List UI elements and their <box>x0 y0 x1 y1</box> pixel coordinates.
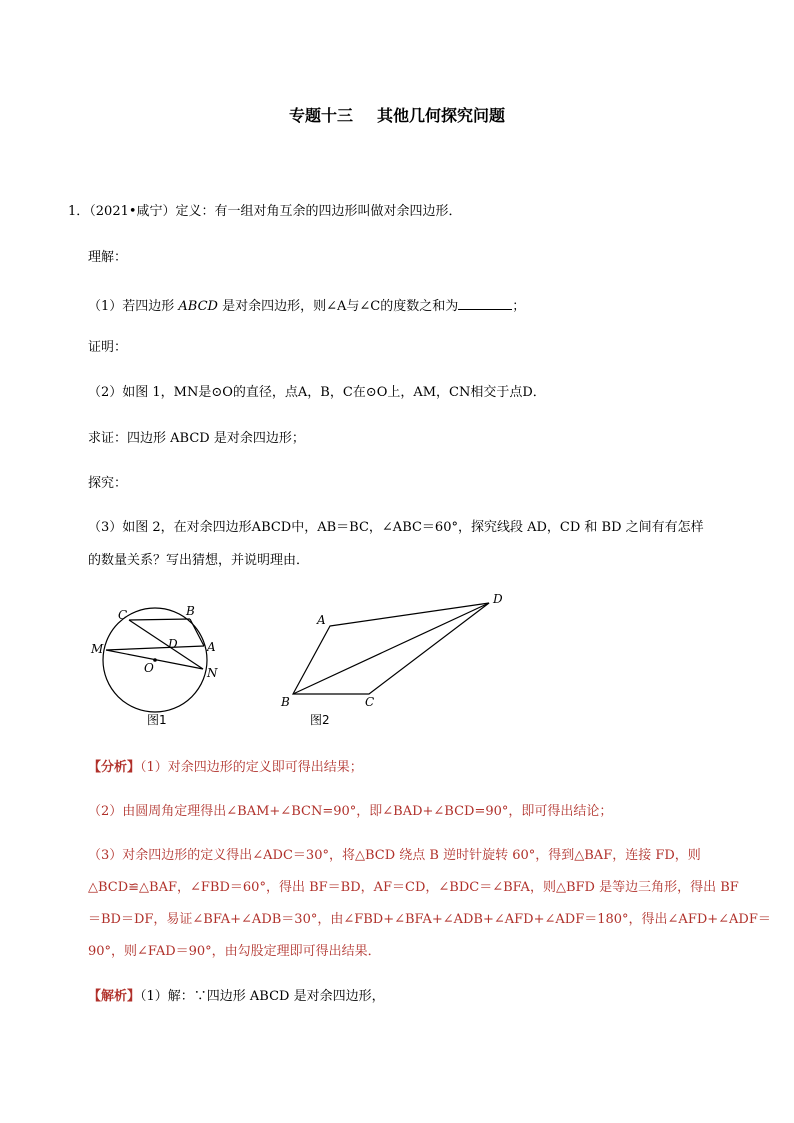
problem-intro: 1．（2021•咸宁）定义：有一组对角互余的四边形叫做对余四边形． <box>68 204 462 219</box>
explore-label: 探究： <box>88 476 128 491</box>
q1-before: （1）若四边形 <box>88 299 175 314</box>
fig1-label-d: D <box>168 637 178 651</box>
analysis-paragraph-2: （2）由圆周角定理得出∠BAM+∠BCN=90°，即∠BAD+∠BCD=90°，即可得出结论； <box>88 804 613 819</box>
q1-end: ； <box>512 299 526 314</box>
fig1-label-b: B <box>186 604 195 618</box>
fig1-label-o: O <box>144 661 154 675</box>
fig2-label-a: A <box>317 613 326 627</box>
analysis-paragraph-3-line-3: ＝BD＝DF，易证∠BFA+∠ADB＝30°，由∠FBD+∠BFA+∠ADB+∠AFD+∠ADF＝180°，得出∠AFD+∠ADF＝ <box>88 912 771 927</box>
analysis-paragraph-3-line-1: （3）对余四边形的定义得出∠ADC＝30°，将△BCD 绕点 B 逆时针旋转 60°，得到△BAF，连接 FD，则 <box>88 848 701 863</box>
analysis-tag: 【分析】 <box>88 760 141 775</box>
solution-l1-text: （1）解：∵四边形 ABCD 是对余四边形， <box>140 989 385 1004</box>
figure-1 <box>103 608 207 712</box>
segment-cb <box>129 619 190 620</box>
analysis-p1-text: （1）对余四边形的定义即可得出结果； <box>140 760 363 775</box>
fig2-label-b: B <box>281 695 290 709</box>
understand-label: 理解： <box>88 250 128 265</box>
analysis-paragraph-3-line-2: △BCD≌△BAF，∠FBD＝60°，得出 BF＝BD，AF＝CD，∠BDC＝∠BFA，则△BFD 是等边三角形，得出 BF <box>88 880 739 895</box>
figure-2-caption: 图2 <box>310 713 330 727</box>
segment-ma <box>106 646 204 650</box>
fig2-label-c: C <box>365 695 375 709</box>
solution-tag: 【解析】 <box>88 989 141 1004</box>
q1-abcd: ABCD <box>178 299 218 314</box>
prove-label: 证明： <box>88 340 128 355</box>
question-2: （2）如图 1，MN是⊙O的直径，点A，B，C在⊙O上，AM，CN相交于点D． <box>88 385 546 400</box>
fig1-label-a: A <box>207 640 216 654</box>
figure-1-caption: 图1 <box>147 713 167 727</box>
question-3-line-2: 的数量关系？写出猜想，并说明理由． <box>88 553 310 568</box>
q1-after: 是对余四边形，则∠A与∠C的度数之和为 <box>222 299 459 314</box>
analysis-paragraph-3-line-4: 90°，则∠FAD＝90°，由勾股定理即可得出结果． <box>88 944 381 959</box>
fig1-label-n: N <box>207 666 218 680</box>
question-3-line-1: （3）如图 2，在对余四边形ABCD中，AB＝BC，∠ABC＝60°，探究线段 AD，CD 和 BD 之间有有怎样 <box>88 520 704 535</box>
fig2-label-d: D <box>493 592 503 606</box>
question-2-prove: 求证：四边形 ABCD 是对余四边形； <box>88 431 305 446</box>
analysis-paragraph-1 <box>88 760 363 776</box>
solution-line-1 <box>88 989 385 1005</box>
title-part-1: 专题十三 <box>288 106 353 125</box>
fig1-label-m: M <box>91 642 104 656</box>
fig1-label-c: C <box>118 608 128 622</box>
title-part-2: 其他几何探究问题 <box>377 106 506 125</box>
segment-ba <box>190 619 204 646</box>
